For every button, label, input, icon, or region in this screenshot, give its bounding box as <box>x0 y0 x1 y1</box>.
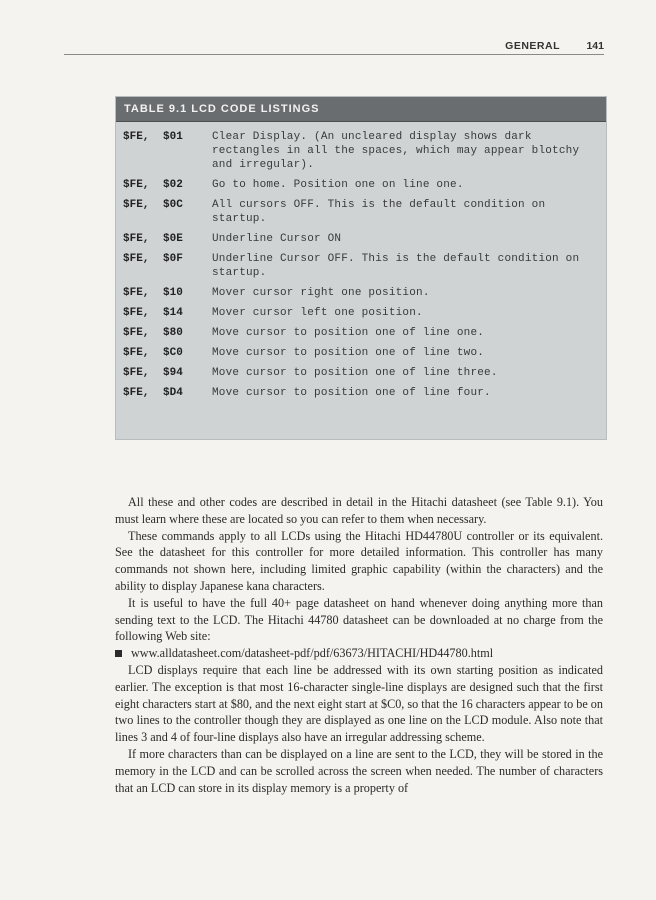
code-description: Mover cursor left one position. <box>212 307 423 319</box>
code-description: Move cursor to position one of line four. <box>212 387 491 399</box>
page-number: 141 <box>586 40 604 52</box>
table-row <box>116 326 606 340</box>
section-title: GENERAL <box>505 40 560 52</box>
code-description: Clear Display. (An uncleared display shows dark rectangles in all the spaces, which may appear blotchy and irregular). <box>212 131 580 171</box>
code-description: Underline Cursor ON <box>212 233 342 245</box>
bullet-icon <box>115 650 122 657</box>
code-value: $01 <box>163 131 183 143</box>
code-description: Go to home. Position one on line one. <box>212 179 464 191</box>
table-title: TABLE 9.1 LCD CODE LISTINGS <box>116 97 606 122</box>
code-prefix: $FE, <box>123 179 150 191</box>
paragraph: LCD displays require that each line be addressed with its own starting position as indicated earlier. The exception is that most 16-character single-line displays are designed such that the first eight characters start at $80, and the next eight start at $C0, so that the 16 characters appear to be on two lines to the controller though they are displayed as one line on the LCD module. Also note that lines 3 and 4 of four-line displays also have an irregular addressing scheme. <box>115 662 603 745</box>
lcd-code-table <box>115 96 607 440</box>
code-prefix: $FE, <box>123 347 150 359</box>
paragraph: If more characters than can be displayed on a line are sent to the LCD, they will be stored in the memory in the LCD and can be scrolled across the screen when needed. The number of characters that an LCD can store in its display memory is a property of <box>115 746 603 795</box>
paragraph: These commands apply to all LCDs using the Hitachi HD44780U controller or its equivalent. See the datasheet for this controller for more detailed information. This controller has many commands not shown here, including limited graphic capability (within the characters) and the ability to display Japanese kana characters. <box>115 528 603 593</box>
table-row <box>116 286 606 300</box>
code-description: Move cursor to position one of line two. <box>212 347 485 359</box>
table-row <box>116 306 606 320</box>
code-description: Underline Cursor OFF. This is the default condition on startup. <box>212 253 580 279</box>
paragraph: All these and other codes are described in detail in the Hitachi datasheet (see Table 9.1). You must learn where these are located so you can refer to them when necessary. <box>115 495 603 526</box>
table-row <box>116 232 606 246</box>
code-prefix: $FE, <box>123 131 150 143</box>
url-line <box>115 645 603 662</box>
code-prefix: $FE, <box>123 387 150 399</box>
code-prefix: $FE, <box>123 287 150 299</box>
table-row <box>116 386 606 400</box>
code-value: $10 <box>163 287 183 299</box>
table-row <box>116 346 606 360</box>
code-prefix: $FE, <box>123 367 150 379</box>
code-value: $D4 <box>163 387 183 399</box>
code-description: Move cursor to position one of line one. <box>212 327 485 339</box>
code-value: $0E <box>163 233 183 245</box>
code-prefix: $FE, <box>123 327 150 339</box>
code-prefix: $FE, <box>123 307 150 319</box>
running-header <box>64 38 604 55</box>
table-row <box>116 198 606 226</box>
code-value: $0C <box>163 199 183 211</box>
code-description: All cursors OFF. This is the default condition on startup. <box>212 199 546 225</box>
table-row <box>116 130 606 172</box>
code-description: Move cursor to position one of line three. <box>212 367 498 379</box>
code-description: Mover cursor right one position. <box>212 287 430 299</box>
table-row <box>116 252 606 280</box>
code-value: $80 <box>163 327 183 339</box>
code-value: $14 <box>163 307 183 319</box>
table-row <box>116 366 606 380</box>
datasheet-url[interactable]: www.alldatasheet.com/datasheet-pdf/pdf/63673/HITACHI/HD44780.html <box>131 646 494 661</box>
table-rows <box>116 122 606 400</box>
paragraph: It is useful to have the full 40+ page datasheet on hand whenever doing anything more than sending text to the LCD. The Hitachi 44780 datasheet can be downloaded at no charge from the following Web site: <box>115 595 603 644</box>
code-prefix: $FE, <box>123 233 150 245</box>
code-value: $02 <box>163 179 183 191</box>
code-prefix: $FE, <box>123 253 150 265</box>
code-value: $C0 <box>163 347 183 359</box>
code-value: $0F <box>163 253 183 265</box>
body-text <box>115 494 603 796</box>
code-value: $94 <box>163 367 183 379</box>
code-prefix: $FE, <box>123 199 150 211</box>
table-row <box>116 178 606 192</box>
